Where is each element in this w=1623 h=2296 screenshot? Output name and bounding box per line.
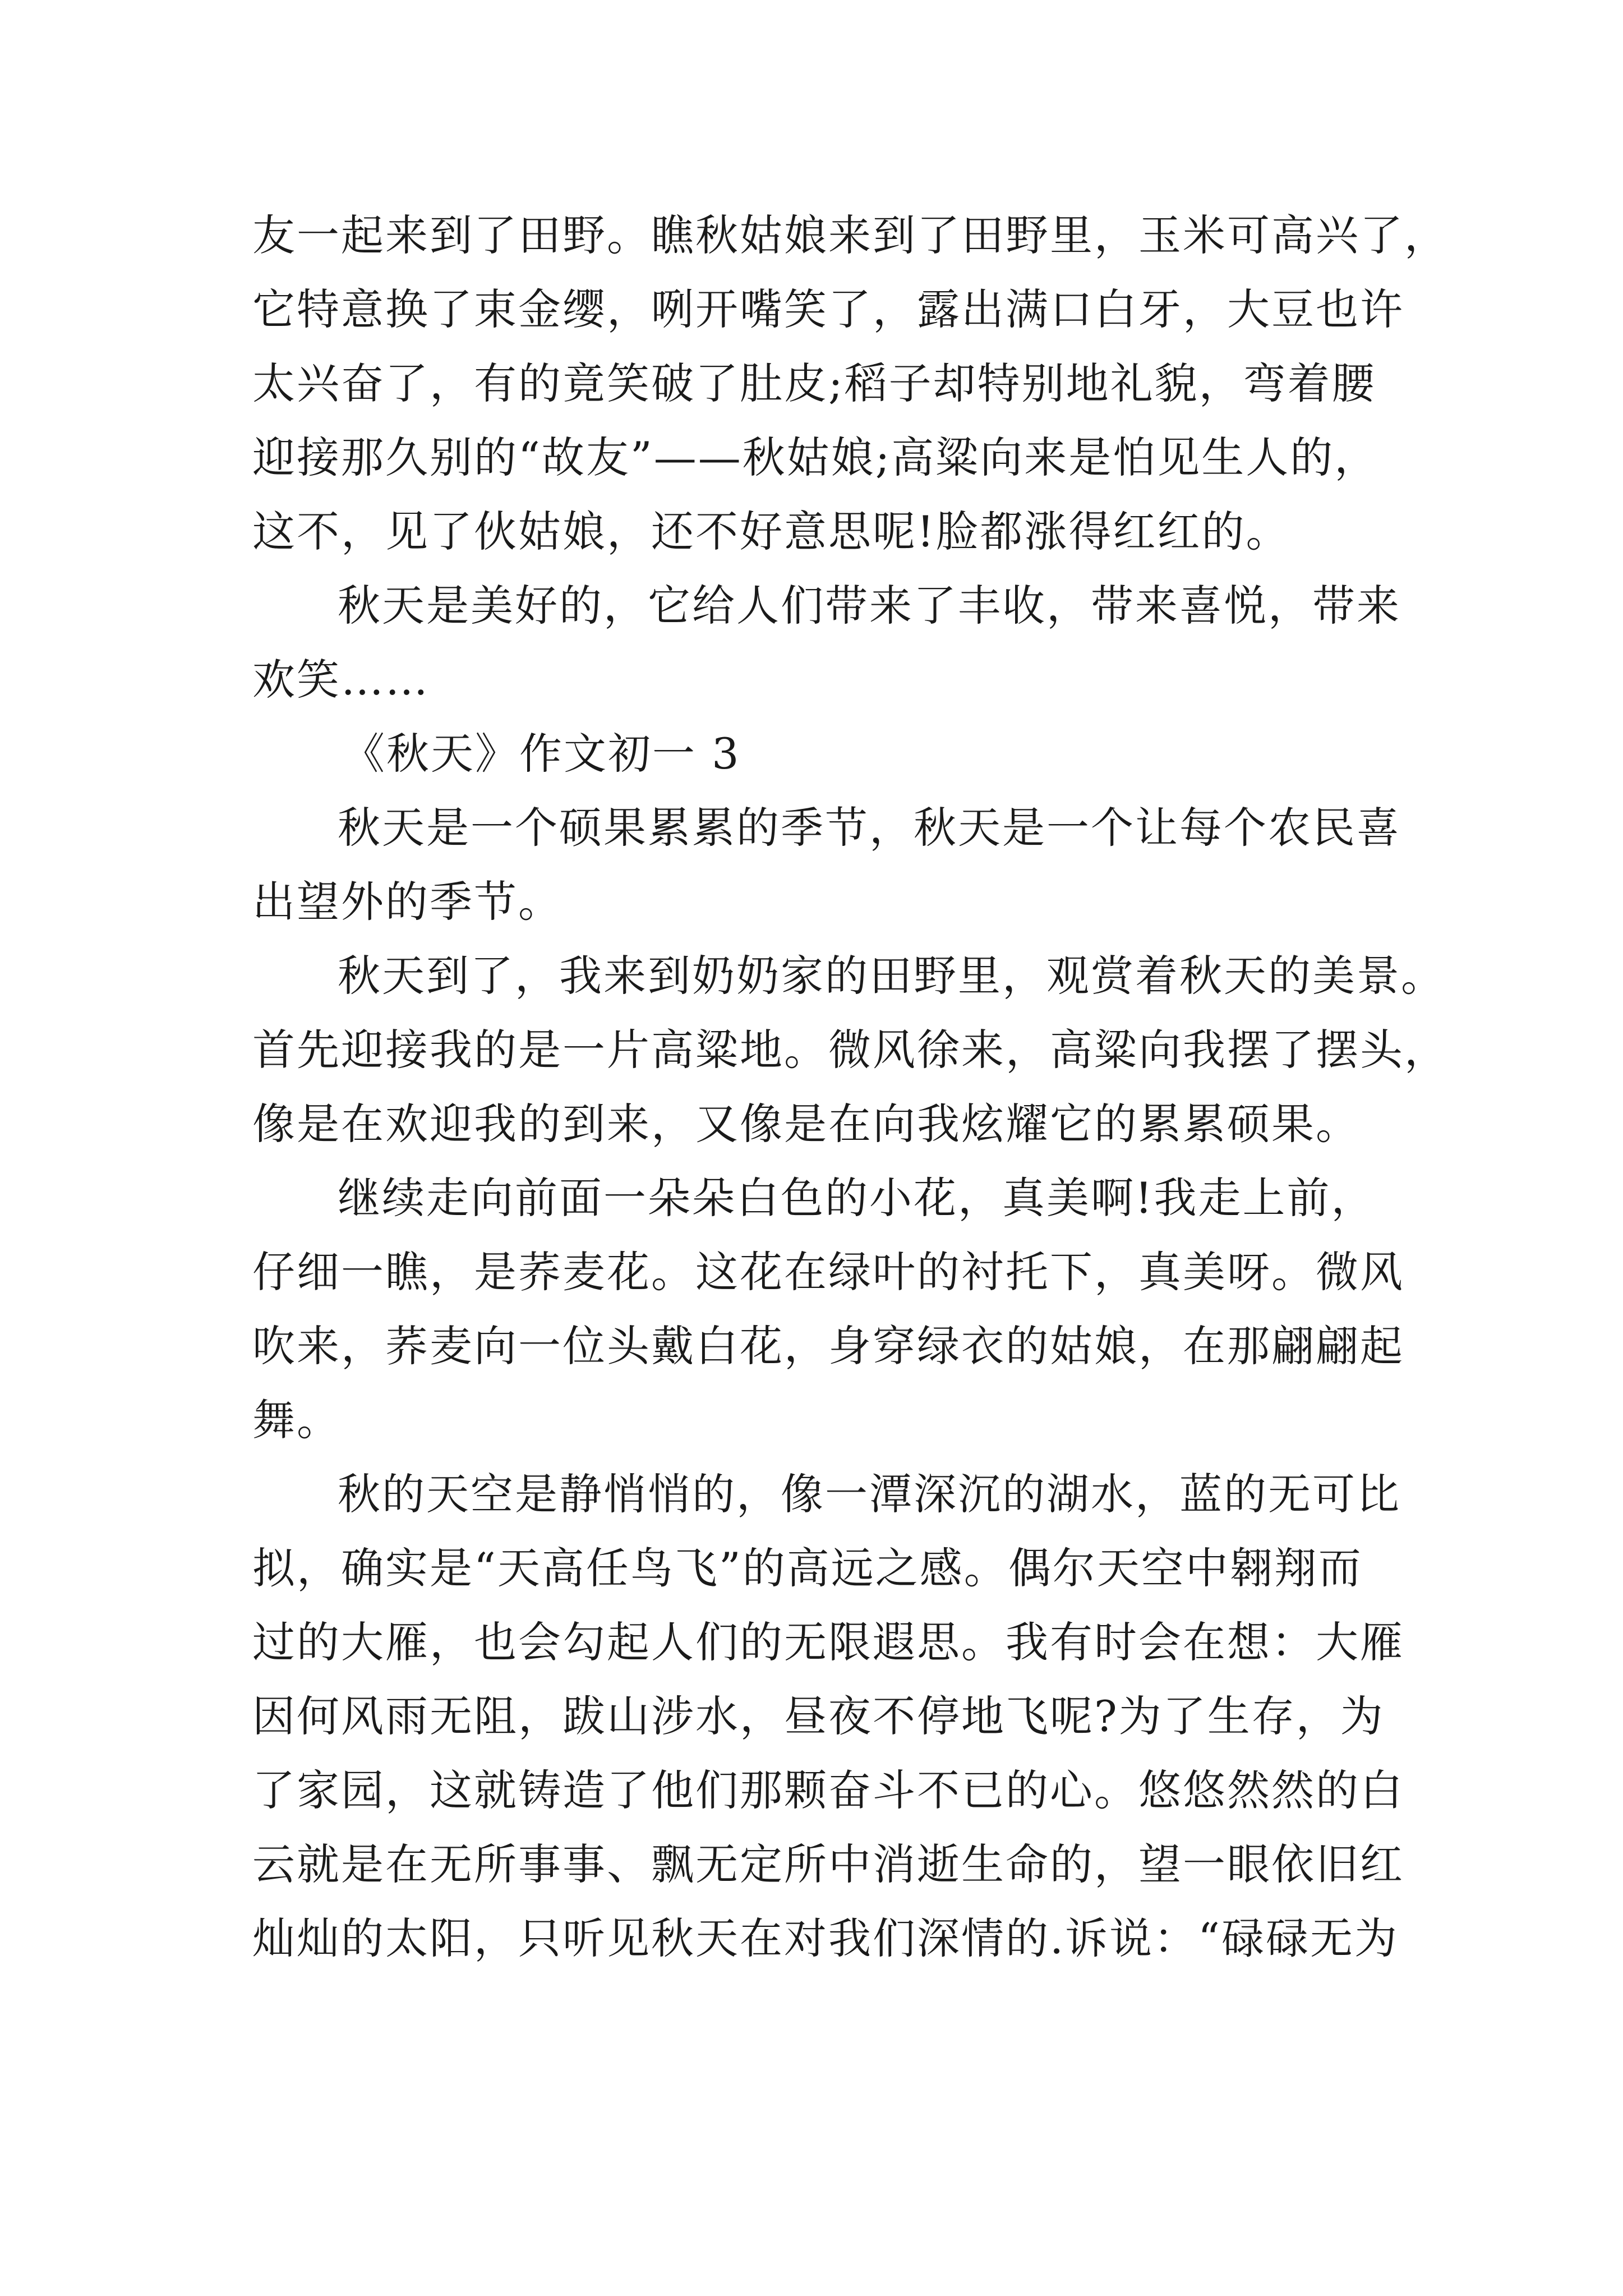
text-line: 太兴奋了，有的竟笑破了肚皮;稻子却特别地礼貌，弯着腰 — [252, 358, 1376, 408]
text-line: 欢笑…… — [252, 655, 430, 705]
text-line: 过的大雁，也会勾起人们的无限遐思。我有时会在想：大雁 — [252, 1617, 1404, 1667]
text-line: 了家园，这就铸造了他们那颗奋斗不已的心。悠悠然然的白 — [252, 1765, 1404, 1815]
text-line: 秋天是美好的，它给人们带来了丰收，带来喜悦，带来 — [338, 581, 1401, 631]
text-line: 继续走向前面一朵朵白色的小花，真美啊!我走上前， — [338, 1173, 1376, 1223]
text-line: 它特意换了束金缨，咧开嘴笑了，露出满口白牙，大豆也许 — [252, 284, 1404, 334]
text-line: 这不，见了伙姑娘，还不好意思呢!脸都涨得红红的。 — [252, 507, 1290, 556]
text-line: 秋天到了，我来到奶奶家的田野里，观赏着秋天的美景。 — [338, 951, 1445, 1001]
text-line: 首先迎接我的是一片高粱地。微风徐来，高粱向我摆了摆头， — [252, 1025, 1449, 1075]
text-line: 灿灿的太阳，只听见秋天在对我们深情的.诉说：“碌碌无为 — [252, 1913, 1399, 1963]
text-line: 仔细一瞧，是荞麦花。这花在绿叶的衬托下，真美呀。微风 — [252, 1247, 1404, 1297]
text-line: 吹来，荞麦向一位头戴白花，身穿绿衣的姑娘，在那翩翩起 — [252, 1321, 1404, 1371]
text-line: 拟，确实是“天高任鸟飞”的高远之感。偶尔天空中翱翔而 — [252, 1543, 1363, 1593]
text-line: 因何风雨无阻，跋山涉水，昼夜不停地飞呢?为了生存，为 — [252, 1691, 1385, 1741]
text-line: 友一起来到了田野。瞧秋姑娘来到了田野里，玉米可高兴了， — [252, 210, 1449, 260]
section-heading: 《秋天》作文初一 3 — [342, 729, 741, 779]
text-line: 迎接那久别的“故友”——秋姑娘;高粱向来是怕见生人的， — [252, 432, 1379, 482]
text-line: 秋的天空是静悄悄的，像一潭深沉的湖水，蓝的无可比 — [338, 1469, 1401, 1519]
text-line: 秋天是一个硕果累累的季节，秋天是一个让每个农民喜 — [338, 803, 1401, 853]
text-line: 舞。 — [252, 1395, 341, 1445]
text-line: 出望外的季节。 — [252, 877, 562, 927]
text-line: 云就是在无所事事、飘无定所中消逝生命的，望一眼依旧红 — [252, 1839, 1404, 1889]
text-line: 像是在欢迎我的到来，又像是在向我炫耀它的累累硕果。 — [252, 1099, 1360, 1149]
